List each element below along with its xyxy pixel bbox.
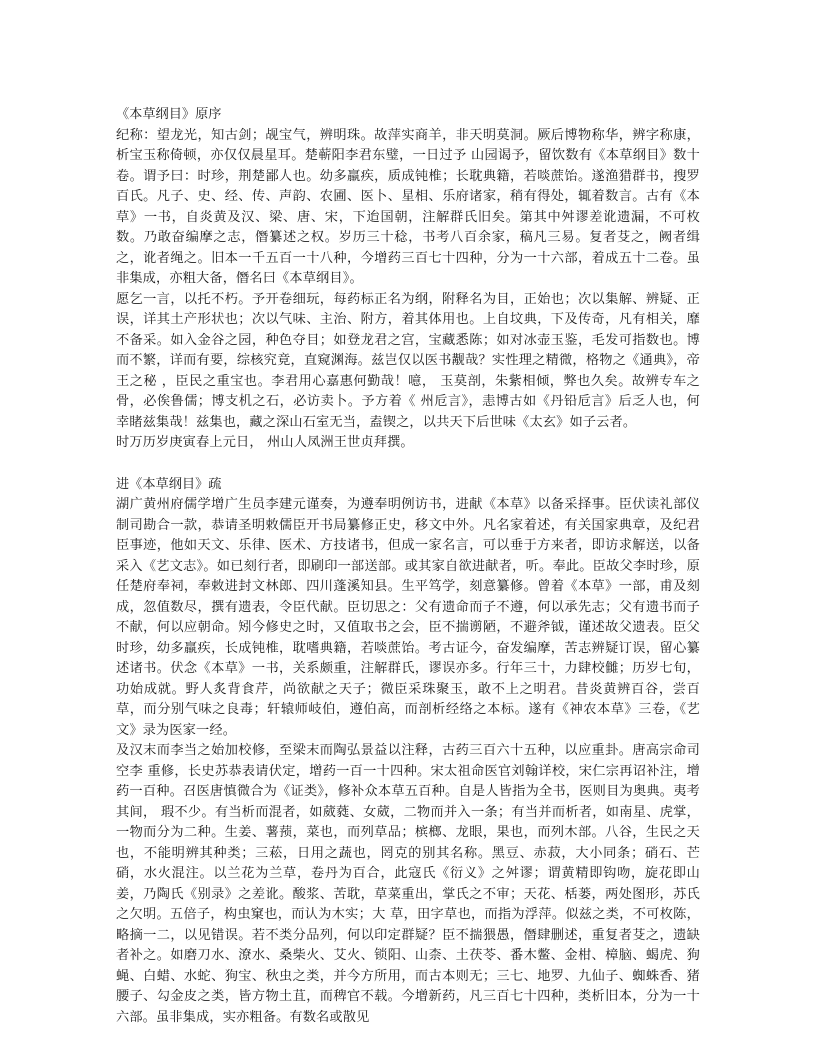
preface-paragraph-2: 愿乞一言，以托不朽。予开卷细玩，每药标正名为纲，附释名为目，正始也；次以集解、辨疑、正误，详其土产形状也；次以气味、主治、附方，着其体用也。上自坟典，下及传奇，凡有相关，靡不备采。如入金谷之园，种色夺目；如登龙君之宫，宝藏悉陈；如对冰壶玉鉴，毛发可指数也。博而不繁，详而有要，综核究竟，直窥渊海。兹岂仅以医书觏哉？实性理之精微，格物之《通典》，帝王之秘 ，臣民之重宝也。李君用心嘉惠何勤哉！噫， 玉莫剖，朱紫相倾，弊也久矣。故辨专车之骨，必俟鲁儒；博支机之石，必访卖卜。予方着《 州卮言》，恚博古如《丹铅卮言》后乏人也，何幸睹兹集哉！兹集也，藏之深山石室无当，盍锲之，以共天下后世味《太玄》如子云者。 [116, 291, 700, 430]
document-page [116, 105, 700, 1028]
section-spacer [116, 454, 700, 475]
memorial-paragraph-1: 湖广黄州府儒学增广生员李建元谨奏，为遵奉明例访书，进献《本草》以备采择事。臣伏读礼部仪制司勘合一款，恭请圣明敕儒臣开书局纂修正史，移文中外。凡名家着述，有关国家典章，及纪君臣事迹，他如天文、乐律、医术、方技诸书，但成一家名言，可以垂于方来者，即访求解送，以备采入《艺文志》。如已刻行者，即刷印一部送部。或其家自欲进献者，听。奉此。臣故父李时珍，原任楚府奉祠，奉敕进封文林郎、四川蓬溪知县。生平笃学，刻意纂修。曾着《本草》一部，甫及刻成，忽值数尽，撰有遗表，令臣代献。臣切思之：父有遗命而子不遵，何以承先志；父有遗书而子不献，何以应朝命。矧今修史之时，又值取书之会，臣不揣谫陋，不避斧钺，谨述故父遗表。臣父时珍，幼多羸疾，长成钝椎，耽嗜典籍，若啖蔗饴。考古证今，奋发编摩，苦志辨疑订误，留心纂述诸书。伏念《本草》一书，关系颇重，注解群氏，谬误亦多。行年三十，力肆校雠；历岁七旬，功始成就。野人炙背食芹，尚欲献之天子；微臣采珠聚玉，敢不上之明君。昔炎黄辨百谷，尝百草，而分别气味之良毒；轩辕师岐伯，遵伯高，而剖析经络之本标。遂有《神农本草》三卷，《艺文》录为医家一经。 [116, 497, 700, 738]
preface-paragraph-1: 纪称：望龙光，知古剑；觇宝气，辨明珠。故萍实商羊，非天明莫洞。厥后博物称华，辨字称康，析宝玉称倚顿，亦仅仅晨星耳。楚蕲阳李君东璧，一日过予 山园谒予，留饮数有《本草纲目》数十卷。谓予曰：时珍，荆楚鄙人也。幼多羸疾，质成钝椎；长耽典籍，若啖蔗饴。遂渔猎群书，搜罗百氏。凡子、史、经、传、声韵、农圃、医卜、星相、乐府诸家，稍有得处，辄着数言。古有《本草》一书，自炎黄及汉、梁、唐、宋，下迨国朝，注解群氏旧矣。第其中舛谬差讹遗漏，不可枚数。乃敢奋编摩之志，僭纂述之权。岁历三十稔，书考八百余家，稿凡三易。复者芟之，阙者缉之，讹者绳之。旧本一千五百一十八种，今增药三百七十四种，分为一十六部，着成五十二卷。虽非集成，亦粗大备，僭名曰《本草纲目》。 [116, 127, 700, 286]
preface-title: 《本草纲目》原序 [116, 107, 222, 122]
memorial-title: 进《本草纲目》疏 [116, 476, 222, 492]
memorial-paragraph-2: 及汉末而李当之始加校修，至梁末而陶弘景益以注释，古药三百六十五种，以应重卦。唐高宗命司空李 重修，长史苏恭表请伏定，增药一百一十四种。宋太祖命医官刘翰详校，宋仁宗再诏补注，增药一百种。召医唐慎微合为《证类》，修补众本草五百种。自是人皆指为全书，医则目为奥典。夷考其间， 瑕不少。有当析而混者，如葳蕤、女葳，二物而并入一条；有当并而析者，如南星、虎掌，一物而分为二种。生姜、薯蓣，菜也，而列草品；槟榔、龙眼，果也，而列木部。八谷，生民之天也，不能明辨其种类；三菘，日用之蔬也，罔克的别其名称。黑豆、赤菽，大小同条；硝石、芒硝，水火混注。以兰花为兰草，卷丹为百合，此寇氏《衍义》之舛谬；谓黄精即钩吻，旋花即山姜，乃陶氏《别录》之差讹。酸浆、苦耽，草菜重出，掌氏之不审；天花、栝蒌，两处图形，苏氏之欠明。五倍子，构虫窠也，而认为木实；大 草，田字草也，而指为浮萍。似兹之类，不可枚陈，略摘一二，以见错误。若不类分品列，何以印定群疑？臣不揣猥愚，僭肆删述，重复者芟之，遗缺者补之。如磨刀水、潦水、桑柴火、艾火、锁阳、山柰、土茯苓、番木鳖、金柑、樟脑、蝎虎、狗蝇、白蜡、水蛇、狗宝、秋虫之类，并今方所用，而古本则无；三七、地罗、九仙子、蜘蛛香、猪腰子、勾金皮之类，皆方物土苴，而稗官不载。今增新药，凡三百七十四种，类析旧本，分为一十六部。虽非集成，实亦粗备。有数名或散见 [116, 743, 700, 1025]
preface-signature: 时万历岁庚寅春上元日， 州山人凤洲王世贞拜撰。 [116, 435, 414, 450]
